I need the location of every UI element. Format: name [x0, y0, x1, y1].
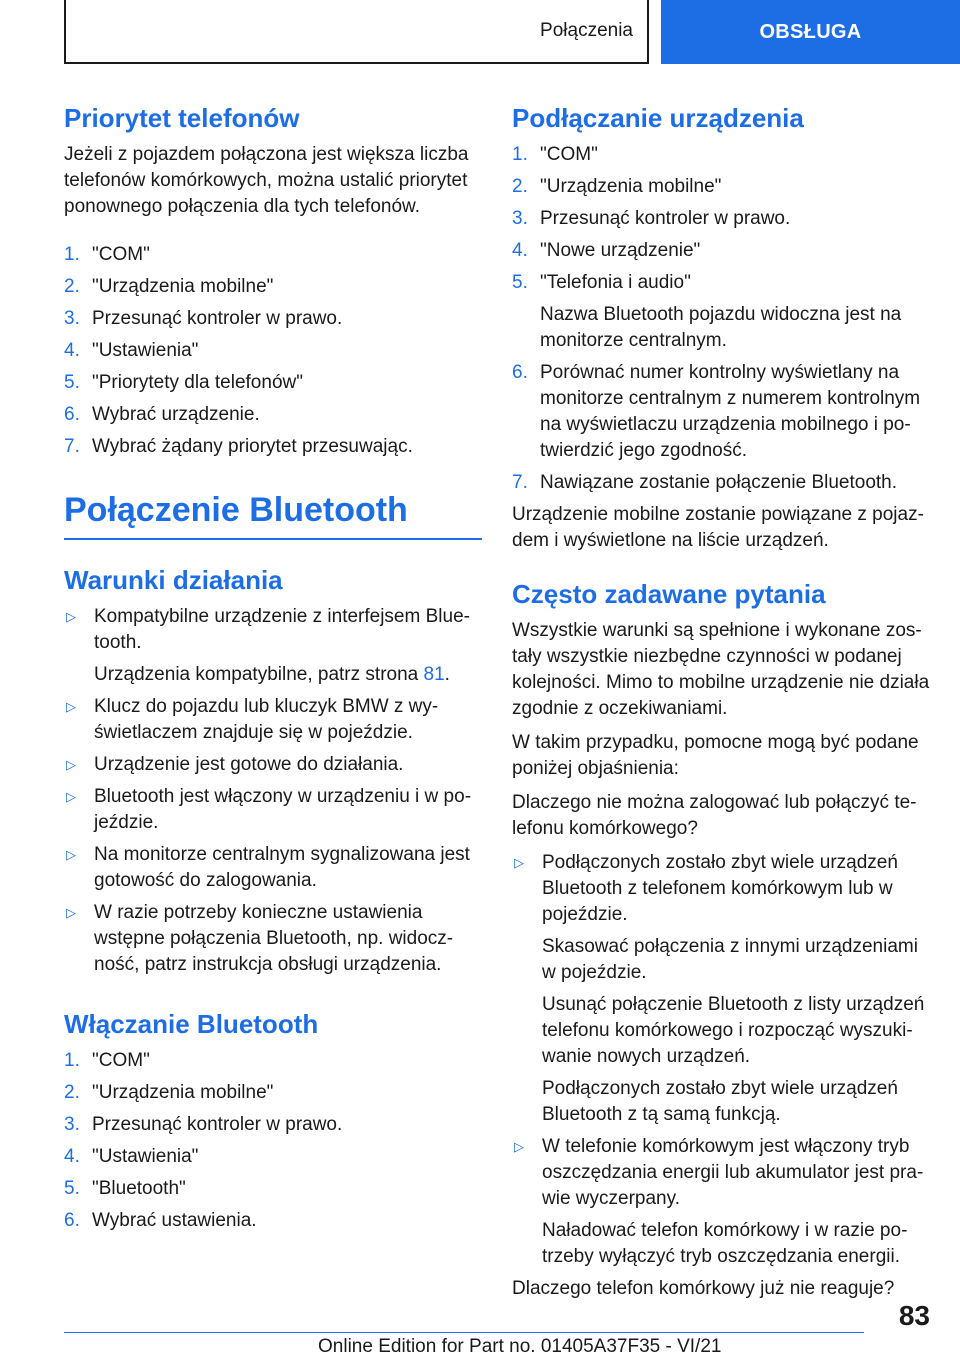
list-item — [64, 1208, 482, 1234]
list-item — [512, 206, 930, 232]
faq-list — [512, 850, 930, 1270]
header-section-title: Połączenia — [64, 0, 649, 64]
step-text: "Ustawienia" — [92, 340, 199, 361]
triangle-bullet-icon: ▷ — [66, 699, 76, 714]
priority-steps — [64, 242, 482, 460]
triangle-bullet-icon: ▷ — [66, 757, 76, 772]
item-text: W razie potrzeby konieczne ustawienia wstępne połączenia Bluetooth, np. widoczność, patrz instrukcja obsługi urządzenia. — [94, 902, 454, 975]
step-number: 3. — [64, 1114, 80, 1135]
step-text: "Telefonia i audio" — [540, 272, 691, 293]
bluetooth-heading: Połączenie Bluetooth — [64, 491, 408, 529]
list-item — [512, 270, 930, 354]
step-text: "COM" — [540, 144, 598, 165]
list-item — [64, 1176, 482, 1202]
step-text: "Urządzenia mobilne" — [540, 176, 722, 197]
page-number: 83 — [898, 1300, 930, 1331]
list-item — [64, 306, 482, 332]
step-number: 7. — [64, 436, 80, 457]
step-text: "Bluetooth" — [92, 1178, 186, 1199]
connect-steps — [512, 142, 930, 496]
header-chapter-tab: OBSŁUGA — [661, 0, 960, 64]
step-text: "Ustawienia" — [92, 1146, 199, 1167]
list-item — [64, 784, 482, 836]
item-text: Bluetooth jest włączony w urządzeniu i w pojeździe. — [94, 786, 472, 833]
triangle-bullet-icon: ▷ — [514, 1139, 524, 1154]
connect-after: Urządzenie mobilne zostanie powiązane z pojazdem i wyświetlone na liście urządzeń. — [512, 504, 924, 551]
step-text: Nawiązane zostanie połączenie Bluetooth. — [540, 472, 898, 493]
step-number: 1. — [64, 244, 80, 265]
list-item — [512, 1134, 930, 1270]
step-number: 4. — [512, 240, 528, 261]
list-item — [64, 900, 482, 978]
footer-edition: Online Edition for Part no. 01405A37F35 - VI/21 — [318, 1336, 722, 1357]
list-item — [64, 694, 482, 746]
step-number: 4. — [64, 340, 80, 361]
step-number: 2. — [512, 176, 528, 197]
item-text: Klucz do pojazdu lub kluczyk BMW z wyświetlaczem znajduje się w pojeździe. — [94, 696, 439, 743]
step-text: Przesunąć kontroler w prawo. — [540, 208, 791, 229]
item-text: W telefonie komórkowym jest włączony tryb oszczędzania energii lub akumulator jest prawie wyczerpany. — [542, 1136, 924, 1209]
step-text: Wybrać ustawienia. — [92, 1210, 257, 1231]
subtext-suffix: . — [444, 664, 450, 685]
step-text: "Urządzenia mobilne" — [92, 1082, 274, 1103]
faq-paragraph-2: W takim przypadku, pomocne mogą być podane poniżej objaśnienia: — [512, 732, 919, 779]
page-link[interactable]: 81 — [423, 664, 445, 685]
list-item — [64, 1112, 482, 1138]
item-text: Kompatybilne urządzenie z interfejsem Bluetooth. — [94, 606, 470, 653]
item-subtext: Podłączonych zostało zbyt wiele urządzeń Bluetooth z tą samą funkcją. — [542, 1078, 898, 1125]
footer-divider — [64, 1332, 864, 1333]
step-text: Przesunąć kontroler w prawo. — [92, 1114, 343, 1135]
step-text: Przesunąć kontroler w prawo. — [92, 308, 343, 329]
step-text: Wybrać żądany priorytet przesuwając. — [92, 436, 413, 457]
step-text: "Nowe urządzenie" — [540, 240, 701, 261]
step-text: "Urządzenia mobilne" — [92, 276, 274, 297]
list-item — [512, 238, 930, 264]
list-item — [64, 1144, 482, 1170]
step-number: 1. — [512, 144, 528, 165]
item-text: Podłączonych zostało zbyt wiele urządzeń Bluetooth z telefonem komórkowym lub w pojeździe. — [542, 852, 898, 925]
faq-question-2: Dlaczego telefon komórkowy już nie reaguje? — [512, 1278, 895, 1299]
list-item — [64, 604, 482, 688]
item-subtext: Naładować telefon komórkowy i w razie potrzeby wyłączyć tryb oszczędzania energii. — [542, 1220, 908, 1267]
list-item — [64, 842, 482, 894]
enable-heading: Włączanie Bluetooth — [64, 1009, 319, 1039]
list-item — [512, 174, 930, 200]
step-number: 4. — [64, 1146, 80, 1167]
step-subtext: Nazwa Bluetooth pojazdu widoczna jest na monitorze centralnym. — [540, 304, 902, 351]
step-text: Porównać numer kontrolny wyświetlany na monitorze centralnym z numerem kontrolnym na wyświetlaczu urządzenia mobilnego i potwierdzić jego zgodność. — [540, 362, 921, 461]
triangle-bullet-icon: ▷ — [514, 855, 524, 870]
step-number: 6. — [64, 404, 80, 425]
subtext-prefix: Urządzenia kompatybilne, patrz strona — [94, 664, 424, 685]
connect-heading: Podłączanie urządzenia — [512, 103, 804, 133]
item-text: Na monitorze centralnym sygnalizowana jest gotowość do zalogowania. — [94, 844, 470, 891]
list-item — [512, 142, 930, 168]
step-text: "COM" — [92, 244, 150, 265]
list-item — [512, 470, 930, 496]
step-text: "COM" — [92, 1050, 150, 1071]
triangle-bullet-icon: ▷ — [66, 905, 76, 920]
step-number: 1. — [64, 1050, 80, 1071]
step-number: 5. — [64, 1178, 80, 1199]
step-number: 5. — [512, 272, 528, 293]
bluetooth-heading-block — [64, 488, 482, 540]
triangle-bullet-icon: ▷ — [66, 789, 76, 804]
step-number: 5. — [64, 372, 80, 393]
item-subtext: Skasować połączenia z innymi urządzeniami w pojeździe. — [542, 936, 918, 983]
list-item — [64, 1048, 482, 1074]
list-item — [64, 434, 482, 460]
left-column — [64, 100, 482, 1240]
list-item — [64, 752, 482, 778]
faq-question-1: Dlaczego nie można zalogować lub połączyć telefonu komórkowego? — [512, 792, 917, 839]
step-number: 2. — [64, 276, 80, 297]
step-text: "Priorytety dla telefonów" — [92, 372, 303, 393]
item-subtext: Usunąć połączenie Bluetooth z listy urządzeń telefonu komórkowego i rozpocząć wyszukiwanie nowych urządzeń. — [542, 994, 925, 1067]
step-number: 2. — [64, 1082, 80, 1103]
item-subtext — [94, 662, 482, 688]
list-item — [64, 370, 482, 396]
list-item — [64, 1080, 482, 1106]
list-item — [512, 360, 930, 464]
triangle-bullet-icon: ▷ — [66, 609, 76, 624]
priority-heading: Priorytet telefonów — [64, 103, 300, 133]
right-column — [512, 100, 930, 1310]
list-item — [512, 850, 930, 1128]
faq-paragraph-1: Wszystkie warunki są spełnione i wykonane zostały wszystkie niezbędne czynności w podanej kolejności. Mimo to mobilne urządzenie nie działa zgodnie z oczekiwaniami. — [512, 620, 930, 719]
step-number: 6. — [64, 1210, 80, 1231]
list-item — [64, 242, 482, 268]
list-item — [64, 338, 482, 364]
faq-heading: Często zadawane pytania — [512, 579, 826, 609]
conditions-heading: Warunki działania — [64, 565, 283, 595]
list-item — [64, 402, 482, 428]
enable-steps — [64, 1048, 482, 1234]
step-number: 3. — [64, 308, 80, 329]
step-number: 3. — [512, 208, 528, 229]
priority-intro: Jeżeli z pojazdem połączona jest większa liczba telefonów komórkowych, można ustalić priorytet ponownego połączenia dla tych telefonów. — [64, 144, 469, 217]
triangle-bullet-icon: ▷ — [66, 847, 76, 862]
step-text: Wybrać urządzenie. — [92, 404, 260, 425]
step-number: 6. — [512, 362, 528, 383]
step-number: 7. — [512, 472, 528, 493]
list-item — [64, 274, 482, 300]
conditions-list — [64, 604, 482, 978]
item-text: Urządzenie jest gotowe do działania. — [94, 754, 404, 775]
